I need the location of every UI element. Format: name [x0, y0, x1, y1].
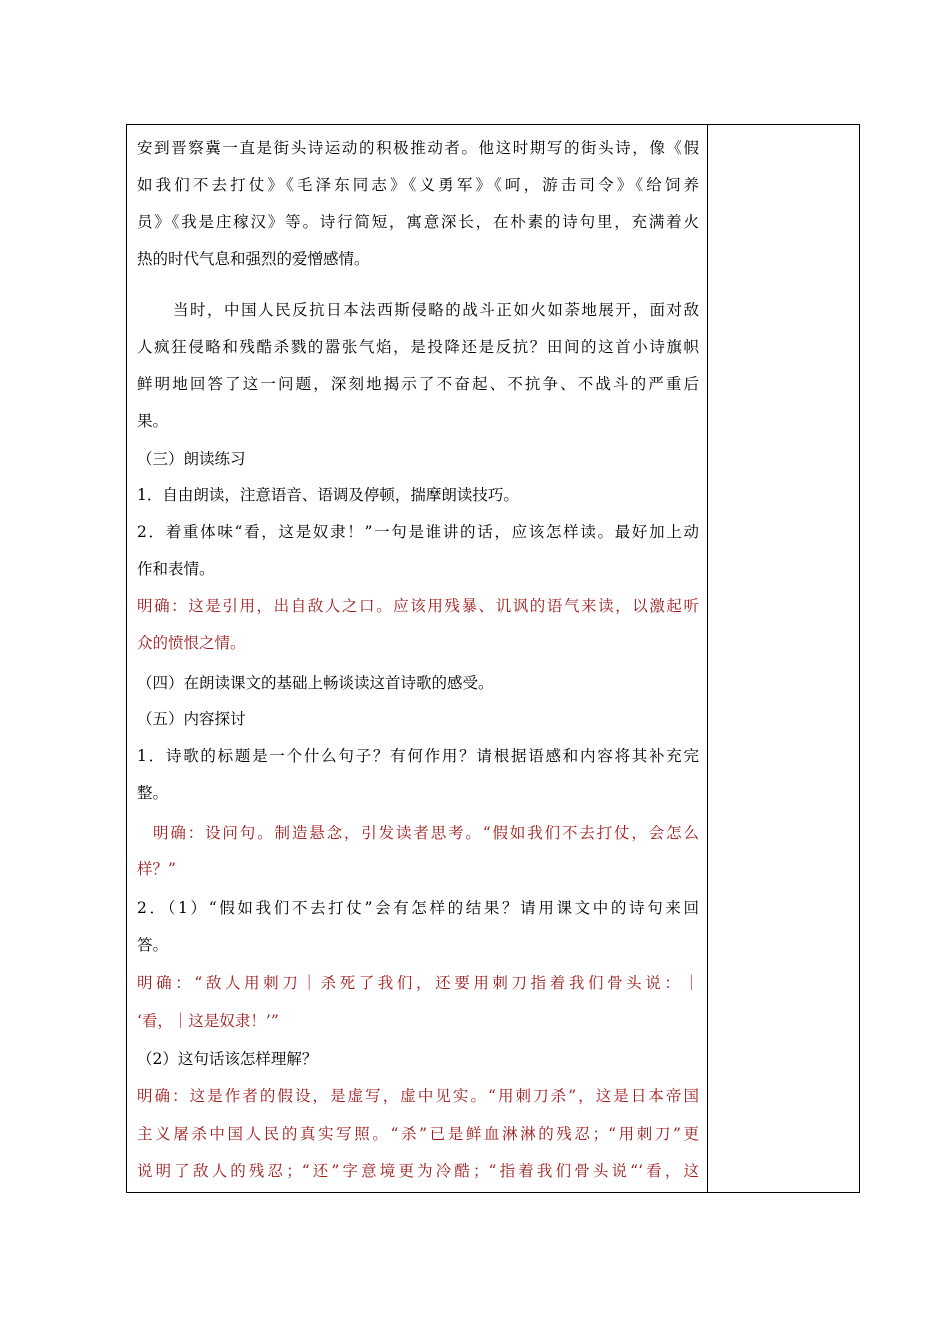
answer-line: 明确：这是作者的假设，是虚写，虚中见实。“用刺刀杀”，这是日本帝国 — [137, 1087, 699, 1105]
answer-line: 样？” — [137, 860, 176, 878]
text-line: 人疯狂侵略和残酷杀戮的嚣张气焰，是投降还是反抗？田间的这首小诗旗帜 — [137, 338, 699, 356]
answer-line: 明确：这是引用，出自敌人之口。应该用残暴、讥讽的语气来读，以激起听 — [137, 597, 699, 615]
answer-line: 明确：设问句。制造悬念，引发读者思考。“假如我们不去打仗，会怎么 — [153, 824, 699, 842]
text-line: 作和表情。 — [137, 560, 215, 578]
text-line: 热的时代气息和强烈的爱憎感情。 — [137, 250, 370, 268]
text-line: 如我们不去打仗》《毛泽东同志》《义勇军》《呵，游击司令》《给饲养 — [137, 176, 699, 194]
text-line: 1．诗歌的标题是一个什么句子？有何作用？请根据语感和内容将其补充完 — [137, 747, 699, 765]
text-line: （五）内容探讨 — [137, 710, 246, 728]
answer-line: 主义屠杀中国人民的真实写照。“杀”已是鲜血淋淋的残忍；“用刺刀”更 — [137, 1125, 699, 1143]
answer-line: ‘看，｜这是奴隶！’” — [137, 1012, 279, 1030]
answer-line: 说明了敌人的残忍；“还”字意境更为冷酷；“指着我们骨头说“‘看，这 — [137, 1162, 699, 1180]
text-line: 2．着重体味“看，这是奴隶！”一句是谁讲的话，应该怎样读。最好加上动 — [137, 523, 699, 541]
text-line: 安到晋察冀一直是街头诗运动的积极推动者。他这时期写的街头诗，像《假 — [137, 139, 699, 157]
text-line: 当时，中国人民反抗日本法西斯侵略的战斗正如火如荼地展开，面对敌 — [173, 301, 699, 319]
text-line: （四）在朗读课文的基础上畅谈读这首诗歌的感受。 — [137, 674, 494, 692]
text-line: 果。 — [137, 412, 169, 430]
column-divider — [707, 125, 708, 1192]
text-line: 1．自由朗读，注意语音、语调及停顿，揣摩朗读技巧。 — [137, 486, 519, 504]
text-line: （2）这句话该怎样理解？ — [137, 1050, 318, 1068]
answer-line: 众的愤恨之情。 — [137, 634, 246, 652]
text-line: 整。 — [137, 784, 169, 802]
lesson-table — [126, 124, 860, 1193]
text-line: （三）朗读练习 — [137, 450, 246, 468]
text-line: 员》《我是庄稼汉》等。诗行简短，寓意深长，在朴素的诗句里，充满着火 — [137, 213, 699, 231]
text-line: 答。 — [137, 936, 169, 954]
text-line: 2．（1）“假如我们不去打仗”会有怎样的结果？请用课文中的诗句来回 — [137, 899, 699, 917]
answer-line: 明确：“敌人用刺刀｜杀死了我们，还要用刺刀指着我们骨头说：｜ — [137, 974, 699, 992]
text-line: 鲜明地回答了这一问题，深刻地揭示了不奋起、不抗争、不战斗的严重后 — [137, 375, 699, 393]
